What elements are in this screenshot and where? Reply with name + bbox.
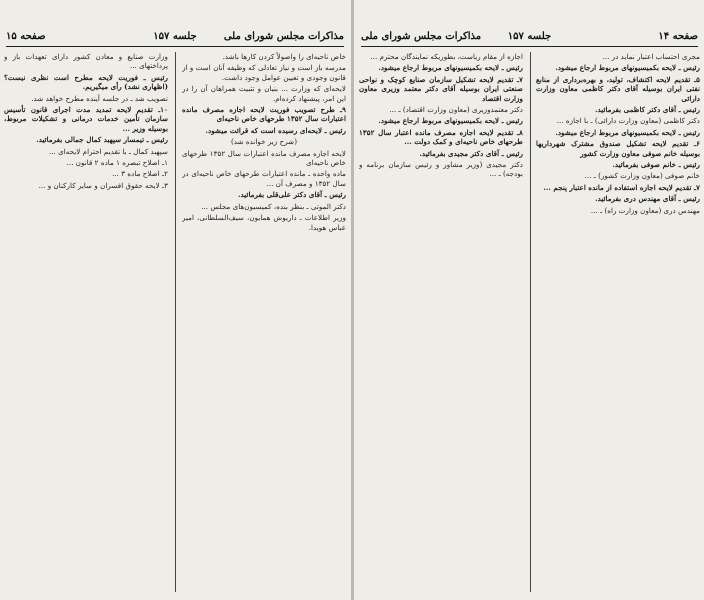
speaker-line: رئیس ـ تیمسار سپهبد کمال جمالی بفرمائید.: [36, 135, 168, 145]
column-rule: [175, 52, 176, 592]
paragraph: مدرسه باز است و نیاز تعادلی که وظیفه آنان است و از قانون وجودی و تعیین عوامل وجود داشت.: [182, 63, 346, 82]
paragraph: دکتر مجیدی (وزیر مشاور و رئیس سازمان برنامه و بودجه) ـ ...: [359, 160, 523, 179]
agenda-heading: ۸ـ تقدیم لایحه اجازه مصرف مانده اعتبار سال ۱۳۵۲ طرحهای خاص ناحیه‌ای و کمک دولت ...: [359, 127, 523, 147]
right-page-right-column: [536, 52, 700, 592]
left-page-header: [6, 30, 344, 47]
agenda-heading: ۶ـ تقدیم لایحه تشکیل صندوق مشترک شهرداریها بوسیله خانم صوفی معاون وزارت کشور: [536, 139, 700, 158]
speaker-line: رئیس ـ فوریت لایحه مطرح است نظری نیست؟ (اظهاری نشد) رأی میگیریم.: [4, 72, 168, 92]
paragraph: لایحه اجازه مصرف مانده اعتبارات سال ۱۳۵۲ طرحهای خاص ناحیه‌ای: [182, 148, 346, 168]
paragraph: خانم صوفی (معاون وزارت کشور) ـ ...: [584, 171, 700, 181]
speaker-line: رئیس ـ آقای دکتر مجیدی بفرمائید.: [419, 148, 523, 158]
speaker-line: رئیس ـ لایحه بکمیسیونهای مربوط ارجاع میشود.: [555, 63, 700, 73]
speaker-line: رئیس ـ لایحه بکمیسیونهای مربوط ارجاع میشود.: [378, 116, 523, 126]
speaker-line: رئیس ـ خانم صوفی بفرمائید.: [612, 160, 700, 170]
right-page: [355, 0, 704, 600]
header-title: مذاکرات مجلس شورای ملی: [223, 31, 344, 42]
left-page-left-column: [4, 52, 168, 592]
paragraph: ماده واحده ـ مانده اعتبارات طرحهای خاص ناحیه‌ای در سال ۱۳۵۲ و مصرف آن ...: [182, 169, 346, 188]
speaker-line: رئیس ـ لایحه بکمیسیونهای مربوط ارجاع میشود.: [378, 63, 523, 73]
speaker-line: رئیس ـ لایحه‌ای رسیده است که قرائت میشود.: [205, 125, 346, 135]
paragraph: اجازه از مقام ریاست، بطوریکه نمایندگان محترم ...: [370, 52, 523, 61]
agenda-heading: ۵ـ تقدیم لایحه اکتشاف، تولید، و بهره‌برداری از منابع نفتی ایران بوسیله آقای دکتر کاظمی معاون وزارت دارائی: [536, 74, 700, 103]
paragraph: ۲ـ اصلاح ماده ۳ ...: [112, 169, 168, 179]
speaker-line: رئیس ـ آقای مهندس دری بفرمائید.: [595, 194, 700, 204]
header-session: جلسه ۱۵۷: [507, 31, 552, 42]
left-page-right-column: [182, 52, 346, 592]
paragraph: ۳ـ لایحه حقوق افسران و سایر کارکنان و ...: [38, 180, 168, 190]
header-page-number: صفحه ۱۴: [658, 31, 698, 42]
header-session: جلسه ۱۵۷: [153, 31, 197, 42]
left-page: [0, 0, 350, 600]
paragraph: مهندس دری (معاون وزارت راه) ـ ...: [590, 205, 700, 215]
binding-gutter: [351, 0, 354, 600]
speaker-line: رئیس ـ آقای دکتر علی‌قلی بفرمائید.: [238, 190, 346, 200]
paragraph: تصویب شد ـ در جلسه آینده مطرح خواهد شد.: [31, 93, 168, 103]
header-title: مذاکرات مجلس شورای ملی: [361, 31, 482, 42]
paragraph: ۱ـ اصلاح تبصره ۱ ماده ۲ قانون ...: [66, 158, 168, 168]
agenda-heading: ۹ـ طرح تصویب فوریت لایحه اجازه مصرف مانده اعتبارات سال ۱۳۵۲ طرحهای خاص ناحیه‌ای: [182, 105, 346, 124]
agenda-heading: ۷ـ تقدیم لایحه تشکیل سازمان صنایع کوچک و نواحی صنعتی ایران بوسیله آقای دکتر معتمد وزیری معاون وزارت اقتصاد: [359, 74, 523, 103]
paragraph: دکتر کاظمی (معاون وزارت دارائی) ـ با اجازه ...: [556, 116, 700, 126]
agenda-heading: ۷ـ تقدیم لایحه اجازه استفاده از مانده اعتبار پنجم ...: [543, 182, 700, 192]
agenda-heading: ۱۰ـ تقدیم لایحه تمدید مدت اجرای قانون تأسیس سازمان تأمین خدمات درمانی و تشکیلات مربوط، بوسیله وزیر ...: [4, 105, 168, 133]
paragraph: خاص ناحیه‌ای را واصولاً کردن کارها باشد.: [222, 52, 346, 61]
paragraph: (شرح زیر خوانده شد): [230, 137, 297, 147]
speaker-line: رئیس ـ لایحه بکمیسیونهای مربوط ارجاع میشود.: [555, 127, 700, 137]
header-page-number: صفحه ۱۵: [6, 31, 46, 42]
column-rule: [530, 52, 531, 592]
paragraph: سپهبد کمال ـ با تقدیم احترام لایحه‌ای ...: [48, 146, 168, 156]
paragraph: دکتر الموتی ـ بنظر بنده، کمیسیون‌های مجلس ...: [201, 201, 346, 211]
right-page-left-column: [359, 52, 523, 592]
paragraph: مجری احتساب اعتبار نماید در ...: [602, 52, 700, 61]
paragraph: دکتر معتمدوزیری (معاون وزارت اقتصاد) ـ ...: [389, 105, 523, 115]
speaker-line: رئیس ـ آقای دکتر کاظمی بفرمائید.: [595, 105, 700, 115]
paragraph: وزارت صنایع و معادن کشور دارای تعهدات باز و پرداختهای ...: [4, 52, 168, 71]
paragraph: وزیر اطلاعات ـ داریوش همایون، سیف‌السلطانی، امیر عباس هویدا.: [182, 213, 346, 232]
paragraph: لایحه‌ای که وزارت ... بنیان و تثبیت همراهان آن را در این امر، پیشنهاد کرده‌ام.: [182, 84, 346, 103]
right-page-header: [361, 30, 698, 47]
